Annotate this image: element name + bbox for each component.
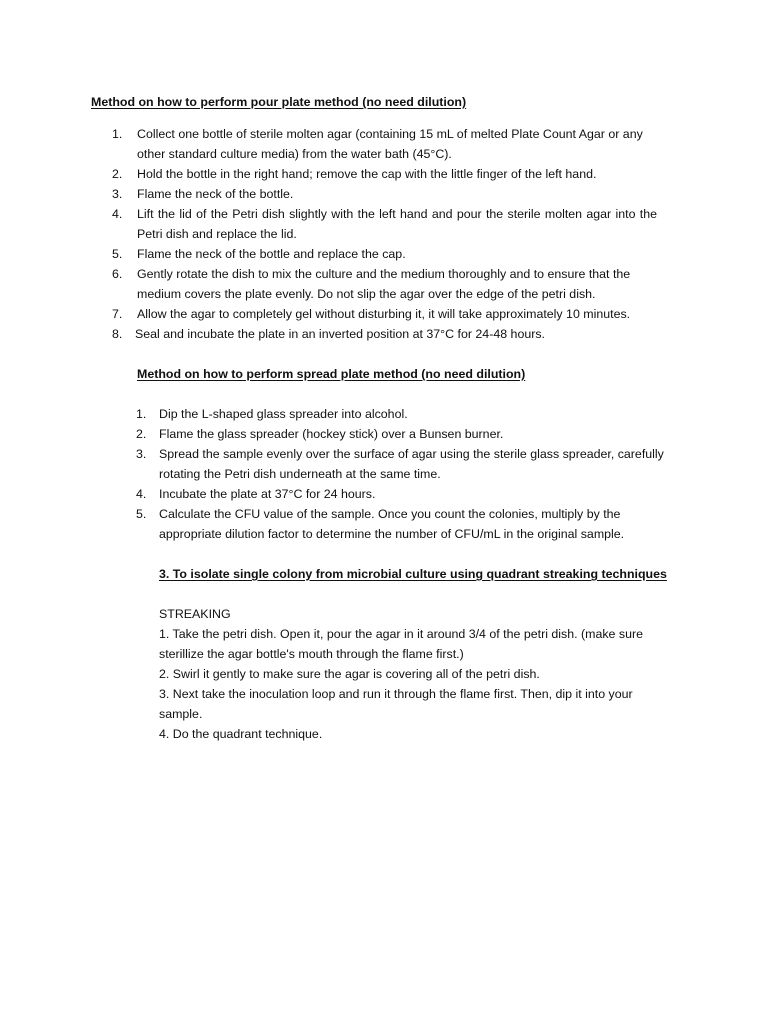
step-number: 7. [112,307,123,321]
step-text: Calculate the CFU value of the sample. Once you count the colonies, multiply by the appropriate dilution factor to determine the number of CFU/mL in the original sample. [159,507,625,541]
spread-plate-heading: Method on how to perform spread plate method (no need dilution) [137,367,526,381]
step-text: Dip the L-shaped glass spreader into alcohol. [159,407,408,421]
streaking-section-heading: 3. To isolate single colony from microbial culture using quadrant streaking techniques [159,567,667,581]
list-item [136,404,679,424]
list-item [112,204,657,244]
step-text: Flame the neck of the bottle and replace the cap. [137,247,406,261]
step-number: 4. [136,487,147,501]
list-item [112,164,671,184]
step-text: Flame the glass spreader (hockey stick) over a Bunsen burner. [159,427,504,441]
step-number: 4. [112,207,123,221]
list-item [136,484,679,504]
step-number: 1. [136,407,147,421]
pour-plate-steps [112,124,671,344]
streaking-subheading: STREAKING [159,607,231,621]
list-item: 3. Next take the inoculation loop and run it through the flame first. Then, dip it into your sample. [159,687,633,721]
streaking-steps [159,624,669,744]
list-item [112,304,671,324]
step-number: 5. [136,507,147,521]
step-text: Allow the agar to completely gel without disturbing it, it will take approximately 10 minutes. [137,307,631,321]
step-number: 2. [136,427,147,441]
step-number: 1. [112,127,123,141]
step-number: 8. [112,327,123,341]
step-text: Collect one bottle of sterile molten agar (containing 15 mL of melted Plate Count Agar or any other standard culture media) from the water bath (45°C). [137,127,643,161]
list-item: 1. Take the petri dish. Open it, pour the agar in it around 3/4 of the petri dish. (make sure sterillize the agar bottle's mouth through the flame first.) [159,627,643,661]
step-number: 3. [112,187,123,201]
step-text: Hold the bottle in the right hand; remove the cap with the little finger of the left hand. [137,167,597,181]
step-text: Spread the sample evenly over the surface of agar using the sterile glass spreader, carefully rotating the Petri dish underneath at the same time. [159,447,664,481]
step-text: Seal and incubate the plate in an inverted position at 37°C for 24-48 hours. [135,327,545,341]
list-item: 4. Do the quadrant technique. [159,727,323,741]
step-number: 3. [136,447,147,461]
step-number: 6. [112,267,123,281]
step-number: 2. [112,167,123,181]
list-item [136,424,679,444]
list-item [136,504,679,544]
list-item [112,124,671,164]
step-text: Gently rotate the dish to mix the culture and the medium thoroughly and to ensure that the medium covers the plate evenly. Do not slip the agar over the edge of the petri dish. [137,267,631,301]
step-text: Lift the lid of the Petri dish slightly with the left hand and pour the sterile molten agar into the Petri dish and replace the lid. [137,207,657,241]
list-item [112,324,671,344]
step-text: Flame the neck of the bottle. [137,187,294,201]
spread-plate-steps [136,404,679,544]
pour-plate-heading: Method on how to perform pour plate method (no need dilution) [91,95,467,109]
list-item [112,244,671,264]
step-text: Incubate the plate at 37°C for 24 hours. [159,487,376,501]
list-item [112,264,671,304]
list-item [136,444,679,484]
list-item: 2. Swirl it gently to make sure the agar is covering all of the petri dish. [159,667,540,681]
step-number: 5. [112,247,123,261]
list-item [112,184,671,204]
